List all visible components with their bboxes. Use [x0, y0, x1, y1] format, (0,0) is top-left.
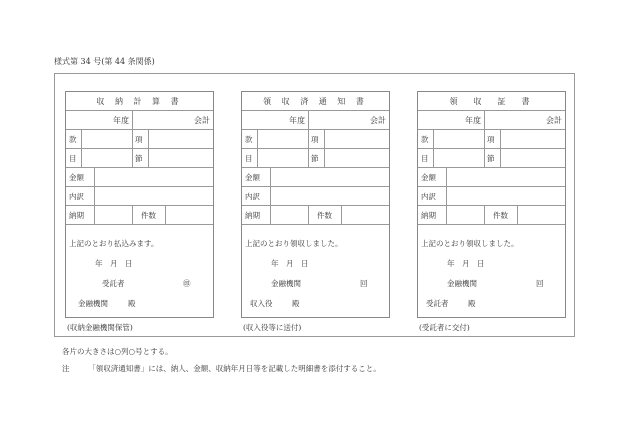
amount-label: 金額 [421, 172, 436, 182]
setsu-label: 節 [311, 153, 319, 163]
kou-label: 項 [311, 134, 319, 144]
card-caption: (収納金融機関保管) [67, 323, 133, 332]
seal-mark: 回 [360, 279, 368, 288]
signer-label: 金融機関 [447, 279, 477, 288]
due-count-row [66, 206, 213, 225]
seal-mark: 回 [536, 279, 544, 288]
moku-label: 目 [245, 153, 253, 163]
statement-text: 上記のとおり領収しました。 [245, 239, 343, 248]
date-placeholder: 年 月 日 [447, 259, 485, 268]
breakdown-row [66, 187, 213, 206]
kan-kou-row [242, 130, 389, 149]
moku-setsu-row [242, 149, 389, 168]
due-count-row [418, 206, 565, 225]
size-note: 各片の大きさは○列○号とする。 [62, 347, 173, 356]
due-date-label: 納期 [69, 210, 84, 220]
honorific-label: 殿 [468, 299, 476, 308]
account-label: 会計 [194, 115, 210, 125]
breakdown-label: 内訳 [245, 191, 260, 201]
due-date-label: 納期 [421, 210, 436, 220]
card-receipt-calculation [65, 91, 214, 318]
count-label: 件数 [317, 210, 332, 220]
account-label: 会計 [546, 115, 562, 125]
date-placeholder: 年 月 日 [271, 259, 309, 268]
card-title-row [66, 92, 213, 111]
statement-text: 上記のとおり領収しました。 [421, 239, 519, 248]
count-label: 件数 [141, 210, 156, 220]
amount-row [66, 168, 213, 187]
honorific-label: 殿 [128, 299, 136, 308]
breakdown-label: 内訳 [69, 191, 84, 201]
date-placeholder: 年 月 日 [95, 259, 133, 268]
fiscal-year-row [418, 111, 565, 130]
card-title: 領 収 証 書 [449, 96, 534, 106]
kan-kou-row [418, 130, 565, 149]
due-date-label: 納期 [245, 210, 260, 220]
signer-label: 受託者 [102, 279, 125, 288]
moku-setsu-row [418, 149, 565, 168]
seal-mark: ㊞ [183, 279, 191, 288]
fiscal-year-row [242, 111, 389, 130]
fiscal-year-label: 年度 [113, 115, 129, 125]
breakdown-row [242, 187, 389, 206]
amount-label: 金額 [69, 172, 84, 182]
amount-row [242, 168, 389, 187]
moku-label: 目 [421, 153, 429, 163]
addressee-label: 金融機関 [78, 299, 108, 308]
signer-label: 金融機関 [271, 279, 301, 288]
note-prefix: 注 [62, 364, 70, 373]
card-title: 領 収 済 通 知 書 [263, 96, 368, 106]
kan-kou-row [66, 130, 213, 149]
addressee-label: 収入役 [250, 299, 273, 308]
form-number-label: 様式第 34 号(第 44 条関係) [54, 57, 155, 66]
attachment-note [62, 363, 381, 374]
breakdown-label: 内訳 [421, 191, 436, 201]
fiscal-year-label: 年度 [289, 115, 305, 125]
card-title-row [418, 92, 565, 111]
fiscal-year-label: 年度 [465, 115, 481, 125]
card-title: 収 納 計 算 書 [96, 96, 183, 106]
card-caption: (受託者に交付) [419, 323, 470, 332]
card-receipt-certificate [417, 91, 566, 318]
honorific-label: 殿 [292, 299, 300, 308]
moku-setsu-row [66, 149, 213, 168]
amount-label: 金額 [245, 172, 260, 182]
moku-label: 目 [69, 153, 77, 163]
kou-label: 項 [135, 134, 143, 144]
kan-label: 款 [421, 134, 429, 144]
addressee-label: 受託者 [426, 299, 449, 308]
count-label: 件数 [493, 210, 508, 220]
kan-label: 款 [245, 134, 253, 144]
statement-text: 上記のとおり払込みます。 [69, 239, 159, 248]
kan-label: 款 [69, 134, 77, 144]
setsu-label: 節 [135, 153, 143, 163]
card-receipt-notice [241, 91, 390, 318]
breakdown-row [418, 187, 565, 206]
setsu-label: 節 [487, 153, 495, 163]
note-text: 「領収済通知書」には、納人、金額、収納年月日等を記載した明細書を添付すること。 [88, 364, 381, 373]
card-title-row [242, 92, 389, 111]
account-label: 会計 [370, 115, 386, 125]
fiscal-year-row [66, 111, 213, 130]
amount-row [418, 168, 565, 187]
due-count-row [242, 206, 389, 225]
kou-label: 項 [487, 134, 495, 144]
card-caption: (収入役等に送付) [243, 323, 302, 332]
